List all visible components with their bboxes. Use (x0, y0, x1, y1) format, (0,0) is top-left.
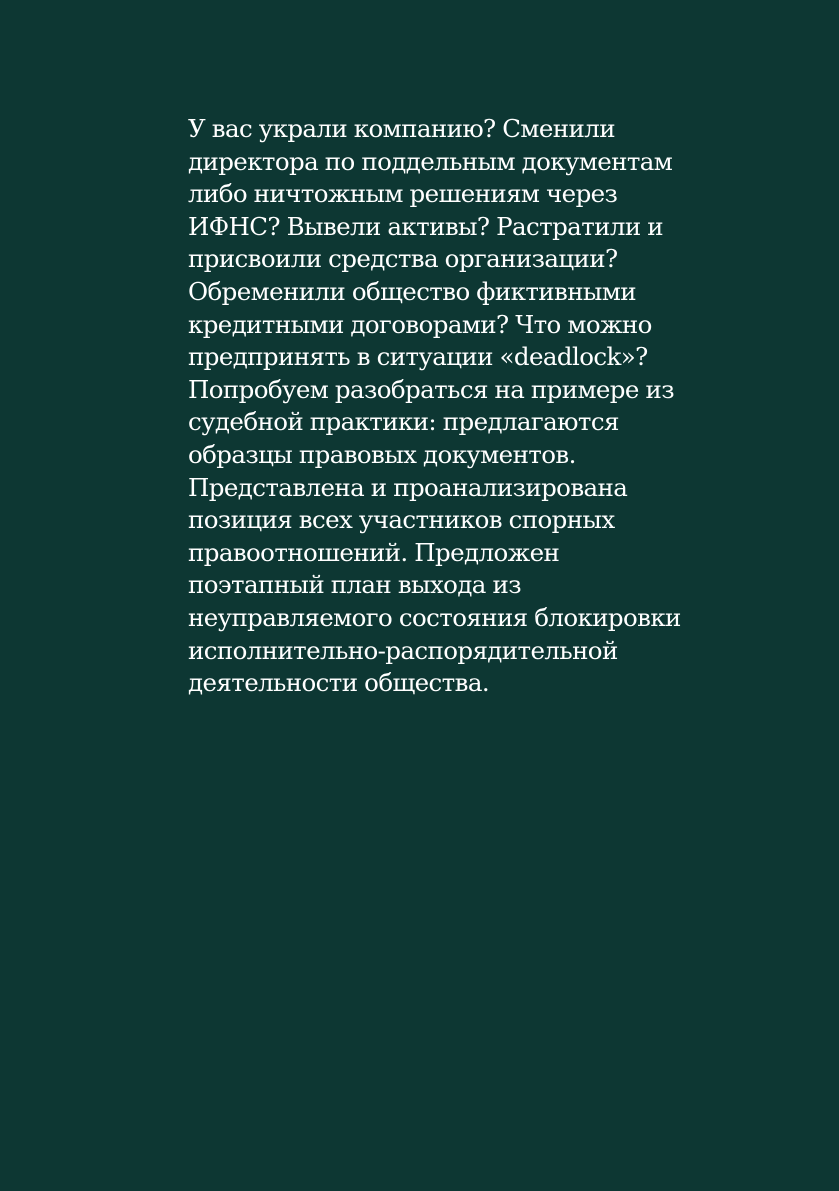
annotation-line: Представлена и проанализирована (188, 472, 628, 502)
annotation-line: судебной практики: предлагаются (188, 407, 619, 437)
annotation-line: исполнительно-распорядительной (188, 635, 618, 665)
annotation-line: директора по поддельным документам (188, 146, 673, 176)
annotation-line: Обременили общество фиктивными (188, 276, 637, 306)
annotation-line: образцы правовых документов. (188, 439, 576, 469)
annotation-line: Попробуем разобраться на примере из (188, 374, 674, 404)
annotation-text (188, 113, 788, 700)
annotation-line: неуправляемого состояния блокировки (188, 602, 681, 632)
annotation-line: позиция всех участников спорных (188, 505, 615, 535)
annotation-line: кредитными договорами? Что можно (188, 309, 652, 339)
annotation-line: ИФНС? Вывели активы? Растратили и (188, 211, 663, 241)
annotation-line: присвоили средства организации? (188, 244, 618, 274)
annotation-line: У вас украли компанию? Сменили (188, 114, 615, 143)
annotation-line: поэтапный план выхода из (188, 570, 521, 600)
annotation-line: либо ничтожным решениям через (188, 179, 618, 209)
annotation-line: правоотношений. Предложен (188, 537, 560, 567)
annotation-line: предпринять в ситуации «deadlock»? (188, 342, 648, 372)
annotation-line: деятельности общества. (188, 668, 490, 698)
